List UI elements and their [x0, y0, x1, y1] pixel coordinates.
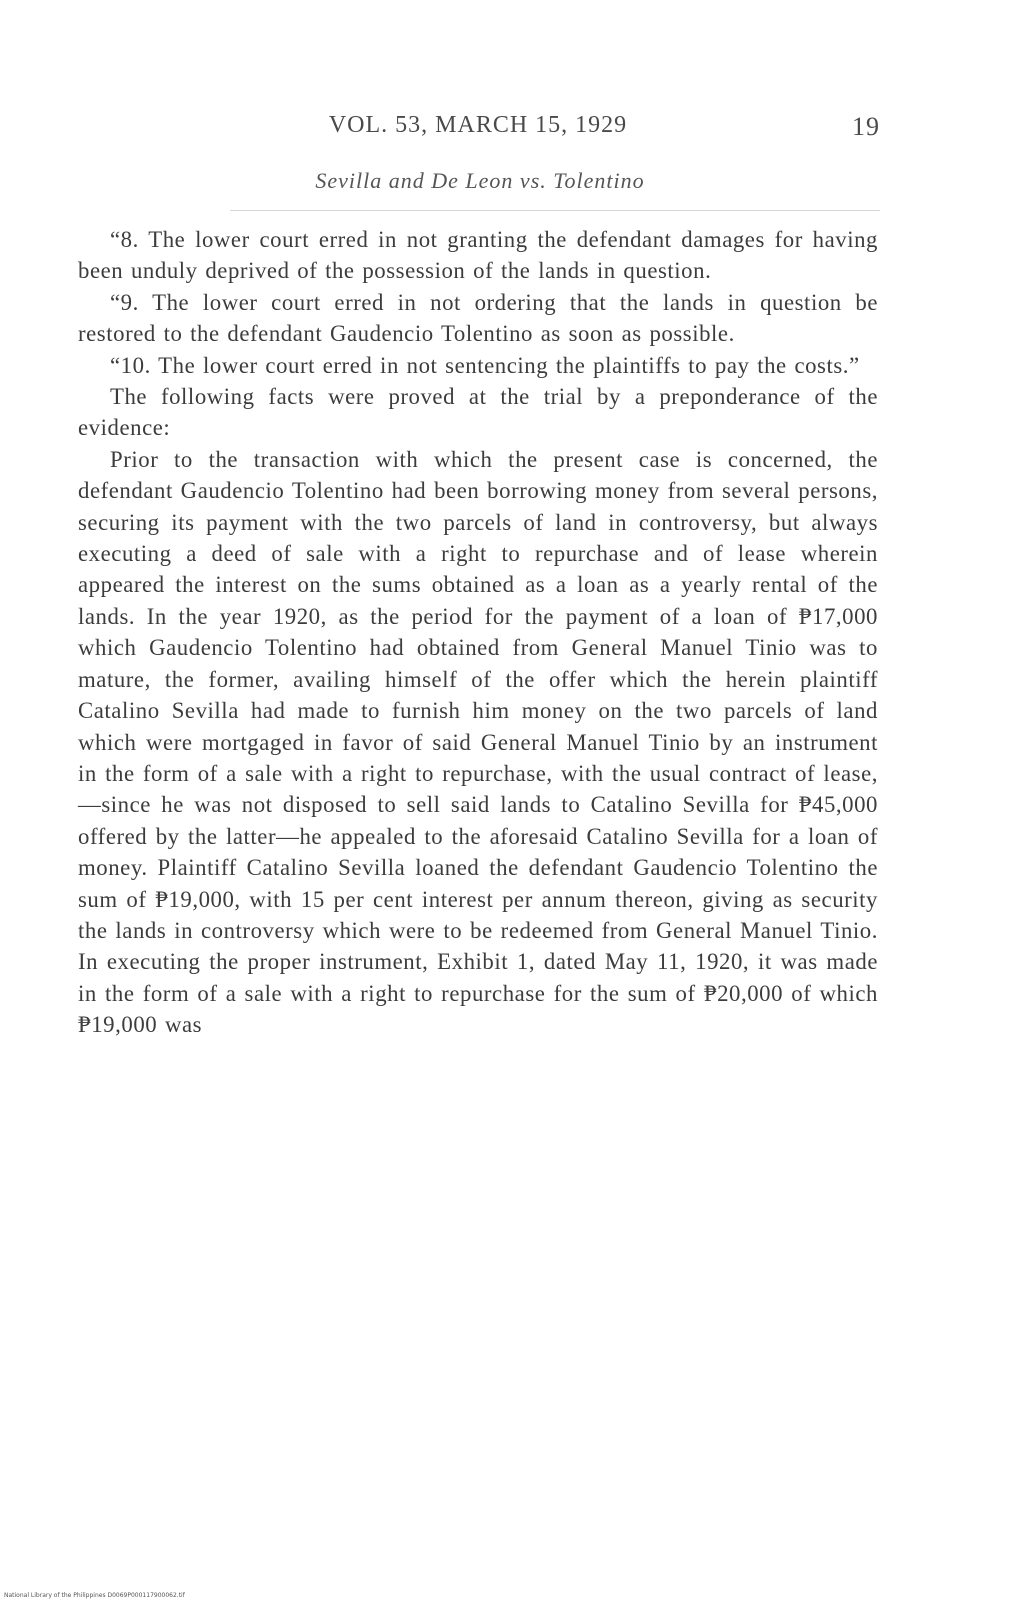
- running-title: VOL. 53, MARCH 15, 1929: [328, 112, 628, 138]
- running-head: [80, 112, 880, 152]
- header-rule: [230, 210, 880, 211]
- case-title: Sevilla and De Leon vs. Tolentino: [315, 168, 645, 193]
- paragraph-facts-intro: The following facts were proved at the trial by a preponderance of the evidence:: [78, 384, 878, 441]
- paragraph-assignment-10: “10. The lower court erred in not sentencing the plaintiffs to pay the costs.”: [110, 352, 860, 378]
- page-number: 19: [852, 112, 880, 141]
- body-text: [78, 224, 878, 1041]
- paragraph-assignment-8: “8. The lower court erred in not granting the defendant damages for having been unduly deprived of the possession of the lands in question.: [78, 227, 878, 284]
- paragraph-facts-narrative: Prior to the transaction with which the present case is concerned, the defendant Gaudencio Tolentino had been borrowing money from several persons, securing its payment with the two parcels of land in controversy, but always executing a deed of sale with a right to repurchase and of lease wherein appeared the interest on the sums obtained as a loan as a yearly rental of the lands. In the year 1920, as the period for the payment of a loan of ₱17,000 which Gaudencio Tolentino had obtained from General Manuel Tinio was to mature, the former, availing himself of the offer which the herein plaintiff Catalino Sevilla had made to furnish him money on the two parcels of land which were mortgaged in favor of said General Manuel Tinio by an instrument in the form of a sale with a right to repurchase, with the usual contract of lease,—since he was not disposed to sell said lands to Catalino Sevilla for ₱45,000 offered by the latter—he appealed to the aforesaid Catalino Sevilla for a loan of money. Plaintiff Catalino Sevilla loaned the defendant Gaudencio Tolentino the sum of ₱19,000, with 15 per cent interest per annum thereon, giving as security the lands in controversy which were to be redeemed from General Manuel Tinio. In executing the proper instrument, Exhibit 1, dated May 11, 1920, it was made in the form of a sale with a right to repurchase for the sum of ₱20,000 of which ₱19,000 was: [78, 446, 878, 1038]
- scan-credit: National Library of the Philippines D0069P000117900062.tif: [4, 1592, 185, 1599]
- paragraph-assignment-9: “9. The lower court erred in not ordering that the lands in question be restored to the defendant Gaudencio Tolentino as soon as possible.: [78, 289, 878, 347]
